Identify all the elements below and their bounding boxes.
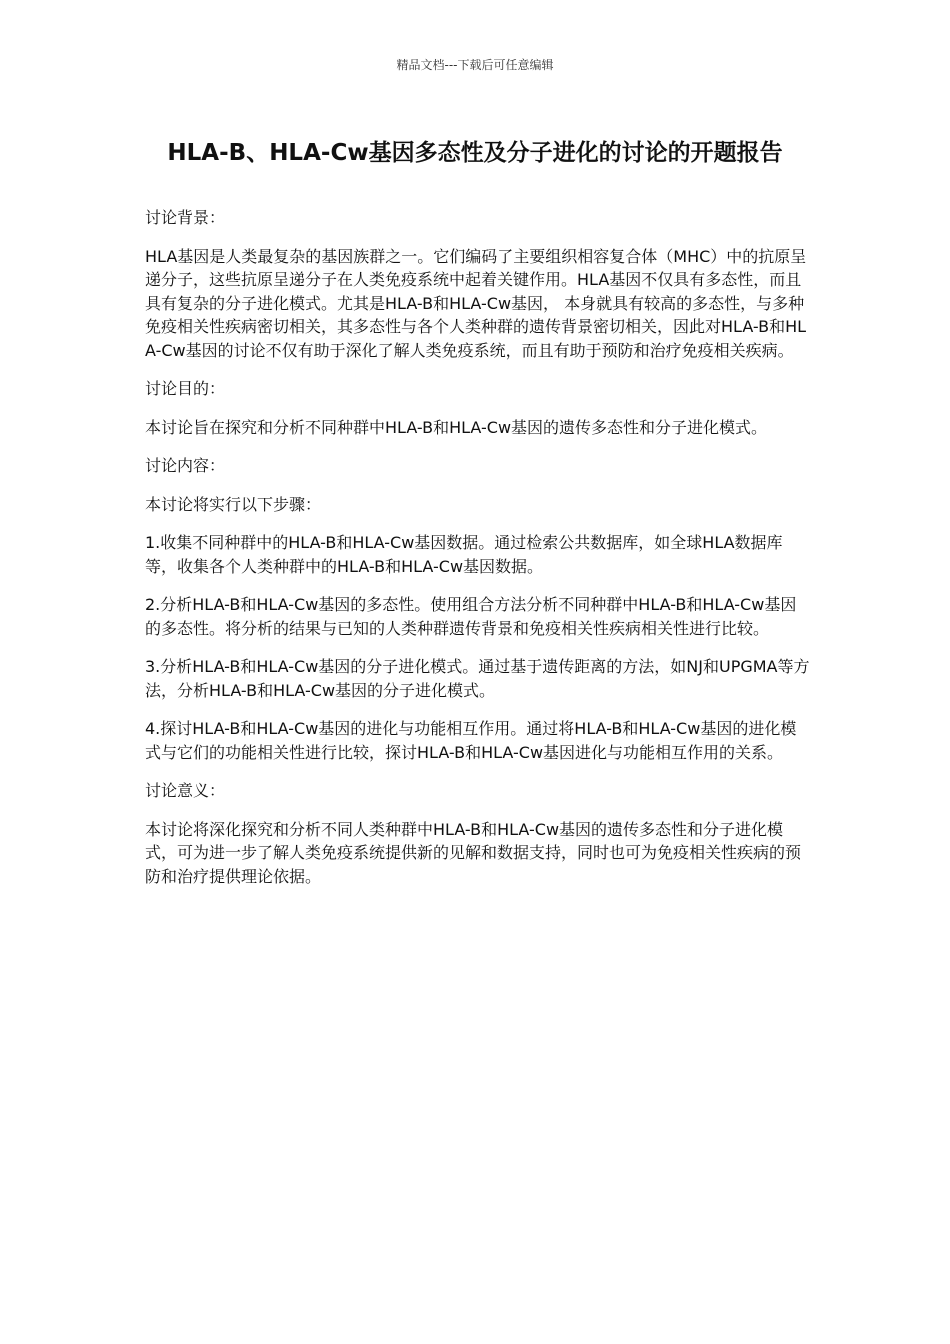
step-1-paragraph: 1.收集不同种群中的HLA-B和HLA-Cw基因数据。通过检索公共数据库，如全球HLA数据库等，收集各个人类种群中的HLA-B和HLA-Cw基因数据。 <box>145 533 783 576</box>
step-2-paragraph: 2.分析HLA-B和HLA-Cw基因的多态性。使用组合方法分析不同种群中HLA-B和HLA-Cw基因的多态性。将分析的结果与已知的人类种群遗传背景和免疫相关性疾病相关性进行比较。 <box>145 595 797 638</box>
background-heading: 讨论背景： <box>145 208 226 227</box>
steps-intro: 本讨论将实行以下步骤： <box>145 494 322 514</box>
purpose-paragraph: 本讨论旨在探究和分析不同种群中HLA-B和HLA-Cw基因的遗传多态性和分子进化模式。 <box>145 417 768 437</box>
document-title: HLA-B、HLA-Cw基因多态性及分子进化的讨论的开题报告 <box>167 140 783 166</box>
content-heading: 讨论内容： <box>145 456 226 475</box>
background-paragraph: HLA基因是人类最复杂的基因族群之一。它们编码了主要组织相容复合体（MHC）中的抗原呈递分子，这些抗原呈递分子在人类免疫系统中起着关键作用。HLA基因不仅具有多态性，而且具有复杂的分子进化模式。尤其是HLA-B和HLA-Cw基因， 本身就具有较高的多态性，与多种免疫相关性疾病密切相关，其多态性与各个人类种群的遗传背景密切相关，因此对HLA-B和HLA-Cw基因的讨论不仅有助于深化了解人类免疫系统，而且有助于预防和治疗免疫相关疾病。 <box>145 246 807 360</box>
page-header-note: 精品文档---下载后可任意编辑 <box>396 58 554 72</box>
step-4-paragraph: 4.探讨HLA-B和HLA-Cw基因的进化与功能相互作用。通过将HLA-B和HLA-Cw基因的进化模式与它们的功能相关性进行比较，探讨HLA-B和HLA-Cw基因进化与功能相互作用的关系。 <box>145 719 797 762</box>
purpose-heading: 讨论目的： <box>145 379 226 398</box>
document-body <box>145 206 810 903</box>
significance-paragraph: 本讨论将深化探究和分析不同人类种群中HLA-B和HLA-Cw基因的遗传多态性和分子进化模式，可为进一步了解人类免疫系统提供新的见解和数据支持，同时也可为免疫相关性疾病的预防和治疗提供理论依据。 <box>145 819 802 886</box>
step-3-paragraph: 3.分析HLA-B和HLA-Cw基因的分子进化模式。通过基于遗传距离的方法，如NJ和UPGMA等方法，分析HLA-B和HLA-Cw基因的分子进化模式。 <box>145 657 810 700</box>
significance-heading: 讨论意义： <box>145 781 226 800</box>
